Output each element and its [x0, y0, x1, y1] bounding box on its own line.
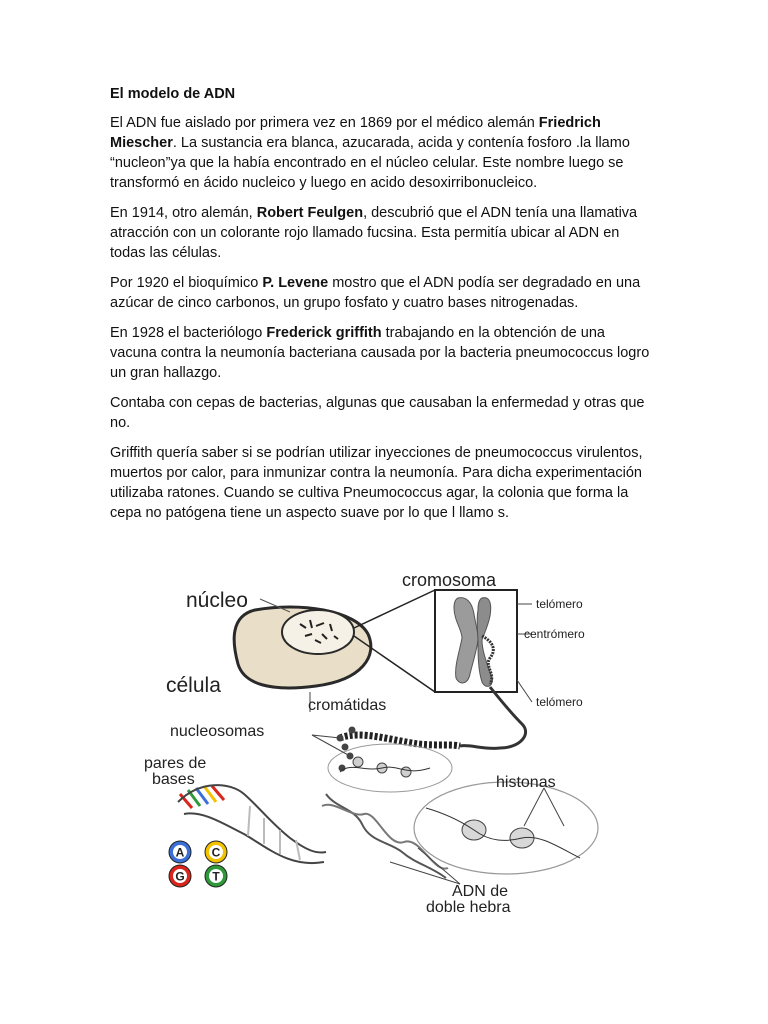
base-circle-c — [205, 841, 227, 863]
document-page — [110, 84, 655, 533]
paragraph — [110, 443, 655, 523]
label-telomero-bottom: telómero — [536, 695, 583, 709]
bold-name: Frederick griffith — [266, 325, 382, 341]
base-letter: C — [211, 845, 221, 860]
bold-name: Robert Feulgen — [256, 205, 364, 221]
document-body — [110, 113, 655, 523]
text-run: Por 1920 el bioquímico — [110, 275, 263, 291]
label-centromero: centrómero — [524, 627, 585, 641]
dna-diagram-svg — [140, 562, 630, 912]
text-run: En 1928 el bacteriólogo — [110, 325, 267, 341]
text-run: Griffith quería saber si se podrían utilizar inyecciones de pneumococcus virulentos, muertos por calor, para inmunizar contra la neumonía. Para dicha experimentación utilizaba ratones. Cuando se cultiva Pneumococcus agar, la colonia que forma la cepa no patógena tiene un aspecto suave por lo que l llamo s. — [110, 445, 643, 521]
dna-helix — [175, 785, 448, 878]
paragraph — [110, 113, 655, 193]
label-cromatidas: cromátidas — [308, 697, 387, 714]
text-run: trabajando en la obtención de una vacuna contra la neumonía bacteriana causada por la bacteria pneumococcus logro un gran hallazgo. — [110, 325, 650, 381]
label-doble-hebra: doble hebra — [426, 899, 511, 912]
paragraph — [110, 393, 655, 433]
label-histonas: histonas — [496, 774, 556, 791]
base-circle-g — [169, 865, 191, 887]
text-run: Contaba con cepas de bacterias, algunas que causaban la enfermedad y otras que no. — [110, 395, 645, 431]
base-circle-a — [169, 841, 191, 863]
document-title: El modelo de ADN — [110, 86, 236, 102]
label-celula: célula — [166, 674, 221, 697]
dna-diagram — [140, 562, 630, 912]
label-bases: bases — [152, 771, 195, 788]
histone-illustration — [462, 820, 534, 848]
text-run: mostro que el ADN podía ser degradado en una azúcar de cinco carbonos, un grupo fosfato y cuatro bases nitrogenadas. — [110, 275, 641, 311]
paragraph — [110, 273, 655, 313]
base-legend — [169, 841, 227, 887]
chromatin-fiber — [460, 687, 526, 748]
cell-illustration — [234, 599, 371, 688]
base-circle-t — [205, 865, 227, 887]
text-run: En 1914, otro alemán, — [110, 205, 257, 221]
label-cromosoma: cromosoma — [402, 570, 497, 590]
text-run: , descubrió que el ADN tenía una llamativa atracción con un colorante rojo llamado fucsina. Esta permitía ubicar al ADN en todas las células. — [110, 205, 638, 261]
label-nucleo: núcleo — [186, 589, 248, 612]
bold-name: P. Levene — [262, 275, 329, 291]
text-run: El ADN fue aislado por primera vez en 1869 por el médico alemán — [110, 115, 539, 131]
base-letter: T — [212, 869, 220, 884]
paragraph — [110, 323, 655, 383]
label-adn-de: ADN de — [452, 883, 509, 900]
paragraph — [110, 203, 655, 263]
label-pares-de: pares de — [144, 755, 207, 772]
base-letter: A — [175, 845, 185, 860]
label-telomero-top: telómero — [536, 597, 583, 611]
bold-name: Friedrich Miescher — [110, 115, 601, 151]
label-nucleosomas: nucleosomas — [170, 723, 265, 740]
base-letter: G — [175, 869, 185, 884]
text-run: . La sustancia era blanca, azucarada, acida y contenía fosforo .la llamo “nucleon”ya que la había encontrado en el núcleo celular. Este nombre luego se transformó en ácido nucleico y luego en acido desoxirribonucleico. — [110, 135, 630, 191]
